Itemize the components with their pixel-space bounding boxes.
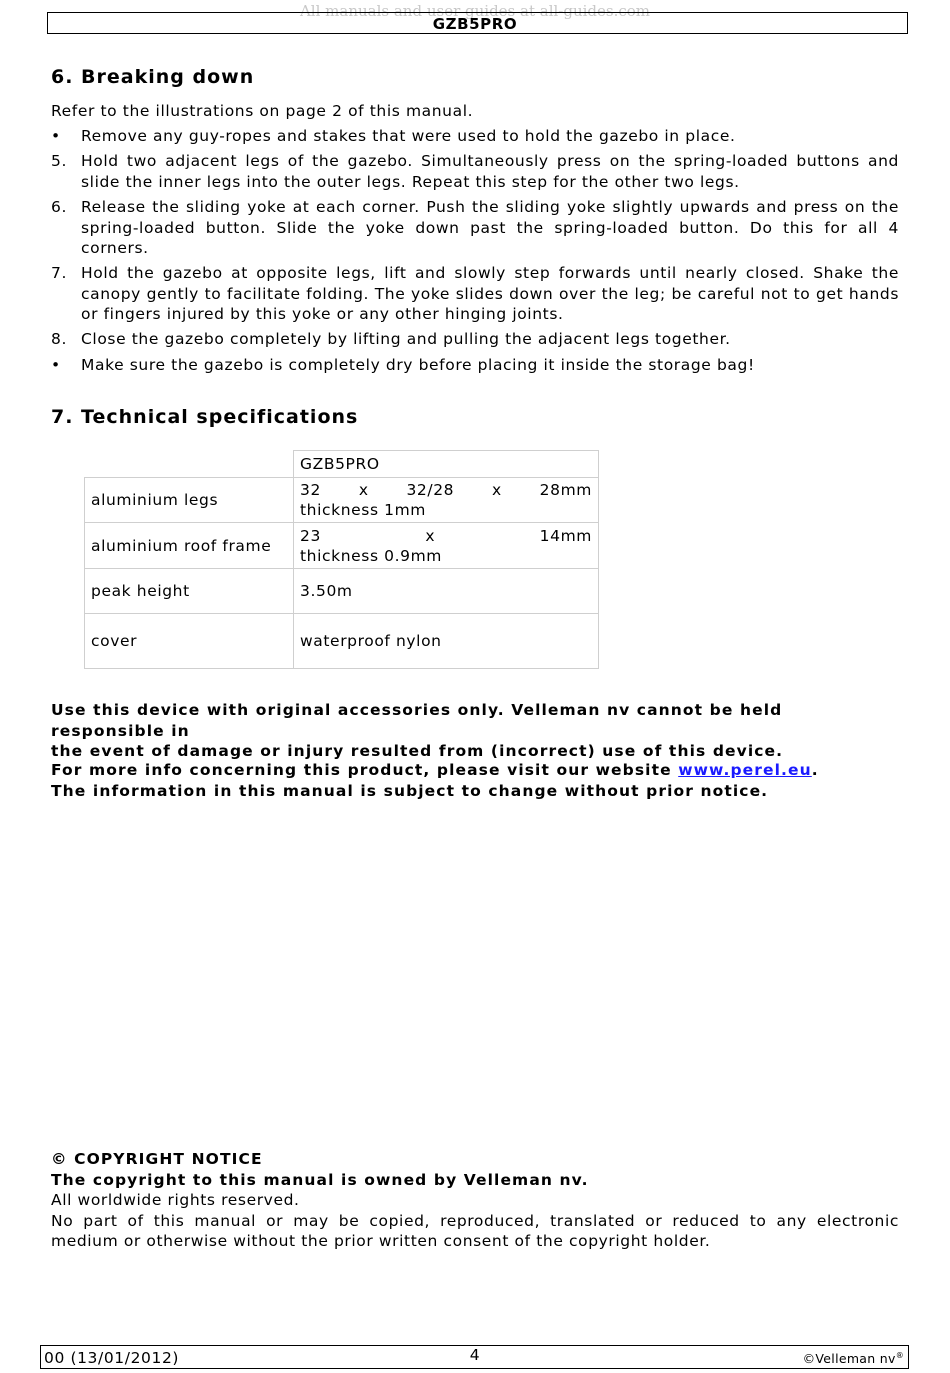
spec-value-part: x [492, 481, 502, 499]
copyright-rights: All worldwide rights reserved. [51, 1191, 300, 1209]
table-row [85, 523, 599, 569]
list-item [51, 263, 899, 325]
spec-label: peak height [85, 569, 294, 614]
spec-value-line2: thickness 1mm [300, 501, 427, 519]
number-marker: 7. [51, 264, 67, 282]
list-item [51, 151, 899, 192]
list-item-text: Hold the gazebo at opposite legs, lift and slowly step forwards until nearly closed. Shake the canopy gently to facilitate folding. The yoke slides down over the leg; be careful not to get hands or fingers injured by this yoke or any other hinging joints. [81, 264, 899, 323]
company-name: ©Velleman nv [802, 1351, 896, 1367]
number-marker: 6. [51, 198, 67, 216]
spec-value-part: 28mm [539, 481, 592, 499]
registered-mark: ® [895, 1351, 904, 1360]
list-item-text: Release the sliding yoke at each corner. Push the sliding yoke slightly upwards and press on the spring-loaded button. Slide the yoke down past the spring-loaded button. Do this for all 4 corners. [81, 198, 899, 257]
table-row [85, 478, 599, 523]
spec-value-part: x [425, 526, 436, 545]
copyright-owner: The copyright to this manual is owned by Velleman nv. [51, 1170, 589, 1189]
table-row [85, 614, 599, 669]
spec-value: 3.50m [294, 569, 599, 614]
spec-value [294, 523, 599, 569]
list-item-text: Hold two adjacent legs of the gazebo. Simultaneously press on the spring-loaded buttons and slide the inner legs into the outer legs. Repeat this step for the other two legs. [81, 152, 899, 191]
info-prefix: For more info concerning this product, please visit our website [51, 761, 679, 779]
table-corner-cell [85, 451, 294, 478]
website-link[interactable]: www.perel.eu [678, 761, 812, 779]
change-notice: The information in this manual is subject to change without prior notice. [51, 781, 769, 800]
list-item [51, 126, 899, 147]
spec-table [84, 450, 599, 669]
number-marker: 5. [51, 152, 67, 170]
list-item [51, 329, 899, 350]
table-row [85, 451, 599, 478]
spec-label: aluminium roof frame [85, 523, 294, 569]
usage-notice-line1: Use this device with original accessories only. Velleman nv cannot be held responsible in [51, 701, 783, 740]
list-item [51, 355, 899, 376]
number-marker: 8. [51, 330, 67, 348]
info-notice [51, 760, 899, 801]
spec-label: aluminium legs [85, 478, 294, 523]
section-6-intro: Refer to the illustrations on page 2 of this manual. [51, 102, 474, 120]
header-title: GZB5PRO [432, 15, 518, 33]
bullet-marker: • [51, 356, 61, 374]
usage-notice [51, 700, 899, 762]
usage-notice-line2: the event of damage or injury resulted from (incorrect) use of this device. [51, 742, 784, 760]
section-6-heading: 6. Breaking down [51, 66, 255, 88]
spec-label: cover [85, 614, 294, 669]
spec-value-part: 32/28 [406, 481, 455, 499]
list-item-text: Close the gazebo completely by lifting and pulling the adjacent legs together. [81, 330, 731, 348]
spec-value-part: 32 [300, 481, 321, 499]
spec-value-part: 23 [300, 526, 321, 545]
spec-value-part: 14mm [539, 526, 592, 545]
list-item-text: Make sure the gazebo is completely dry before placing it inside the storage bag! [81, 356, 755, 374]
table-row [85, 569, 599, 614]
list-item-text: Remove any guy-ropes and stakes that were used to hold the gazebo in place. [81, 127, 736, 145]
watermark-text: All manuals and user guides at all-guides.com [299, 2, 651, 20]
info-suffix: . [811, 761, 819, 779]
copyright-title: © COPYRIGHT NOTICE [51, 1150, 263, 1168]
spec-value-line2: thickness 0.9mm [300, 546, 442, 565]
spec-value-part: x [358, 481, 369, 499]
spec-value [294, 478, 599, 523]
list-item [51, 197, 899, 259]
footer-version: 00 (13/01/2012) [44, 1349, 180, 1367]
bullet-marker: • [51, 127, 61, 145]
copyright-body: No part of this manual or may be copied, reproduced, translated or reduced to any electronic medium or otherwise without the prior written consent of the copyright holder. [51, 1211, 899, 1250]
section-7-heading: 7. Technical specifications [51, 406, 359, 428]
footer-company [803, 1351, 904, 1366]
page-number: 4 [469, 1346, 481, 1364]
copyright-notice [51, 1149, 899, 1252]
table-header-model: GZB5PRO [294, 451, 599, 478]
info-line [51, 760, 899, 781]
spec-value: waterproof nylon [294, 614, 599, 669]
